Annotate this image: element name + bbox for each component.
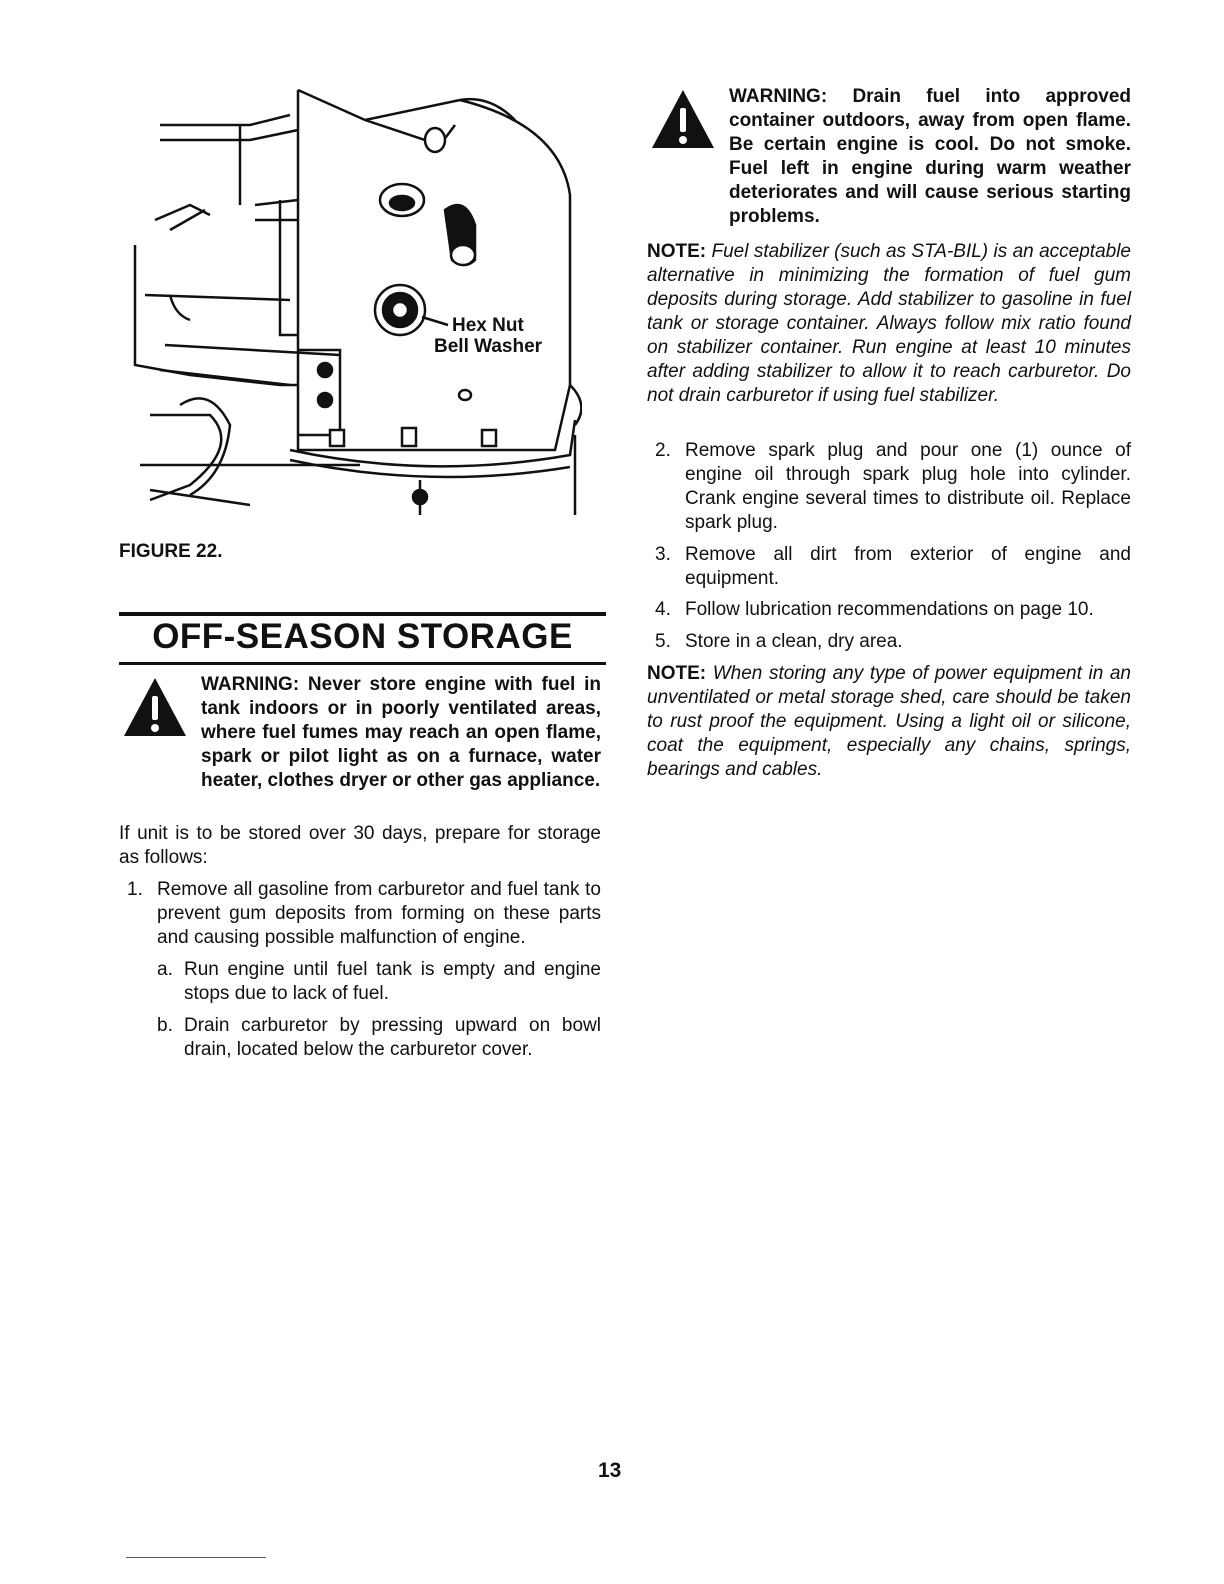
- section-title: OFF-SEASON STORAGE: [152, 617, 573, 656]
- warning-triangle-icon: [122, 676, 188, 738]
- note-fuel-stabilizer: [647, 240, 1131, 408]
- list-text: Remove all gasoline from carburetor and fuel tank to prevent gum deposits from forming on these parts and causing possible malfunction of engine.: [157, 879, 601, 948]
- list-number: a.: [157, 959, 173, 980]
- note-text: Fuel stabilizer (such as STA-BIL) is an acceptable alternative in minimizing the formation of fuel gum deposits during storage. Add stabilizer to gasoline in fuel tank or storage container. Always follow mix ratio found on stabilizer container. Run engine at least 10 minutes after adding stabilizer to allow it to reach carburetor. Do not drain carburetor if using fuel stabilizer.: [647, 241, 1131, 406]
- list-item-4: [655, 598, 1131, 622]
- left-warning-text: WARNING: Never store engine with fuel in tank indoors or in poorly ventilated areas, where fuel fumes may reach an open flame, spark or pilot light as on a furnace, water heater, clothes dryer or other gas appliance.: [201, 674, 601, 791]
- list-item-3: [655, 543, 1131, 591]
- warning-triangle-icon: [650, 88, 716, 150]
- list-number: 5.: [655, 631, 671, 652]
- section-rule-bottom: [119, 662, 606, 665]
- list-number: b.: [157, 1015, 173, 1036]
- list-text: Remove spark plug and pour one (1) ounce of engine oil through spark plug hole into cylinder. Crank engine several times to distribute oil. Replace spark plug.: [685, 440, 1131, 533]
- list-item-5: [655, 630, 1131, 654]
- list-text: Run engine until fuel tank is empty and engine stops due to lack of fuel.: [184, 959, 601, 1004]
- list-text: Remove all dirt from exterior of engine and equipment.: [685, 544, 1131, 589]
- storage-intro: If unit is to be stored over 30 days, prepare for storage as follows:: [119, 823, 601, 868]
- page-number: 13: [598, 1459, 622, 1482]
- list-number: 1.: [127, 879, 143, 900]
- list-item-1: [127, 878, 601, 950]
- list-item-1b: [157, 1014, 601, 1062]
- list-text: Store in a clean, dry area.: [685, 631, 903, 652]
- right-warning-text: WARNING: Drain fuel into approved container outdoors, away from open flame. Be certain engine is cool. Do not smoke. Fuel left in engine during warm weather deteriorates and will cause serious starting problems.: [729, 86, 1131, 227]
- bell-washer-label: Bell Washer: [434, 336, 543, 357]
- list-item-2: [655, 439, 1131, 535]
- list-number: 4.: [655, 599, 671, 620]
- bottom-rule: [126, 1557, 266, 1558]
- list-number: 2.: [655, 440, 671, 461]
- hex-nut-label: Hex Nut: [452, 315, 524, 336]
- figure-caption: FIGURE 22.: [119, 541, 223, 562]
- note-text: When storing any type of power equipment in an unventilated or metal storage shed, care should be taken to rust proof the equipment. Using a light oil or silicone, coat the equipment, especially any chains, springs, bearings and cables.: [647, 663, 1131, 780]
- list-item-1a: [157, 958, 601, 1006]
- engine-drawing: [130, 85, 582, 525]
- figure-22-illustration: [130, 85, 582, 525]
- list-text: Drain carburetor by pressing upward on bowl drain, located below the carburetor cover.: [184, 1015, 601, 1060]
- list-number: 3.: [655, 544, 671, 565]
- note-rust-proof: [647, 662, 1131, 782]
- note-label: NOTE:: [647, 663, 707, 684]
- note-label: NOTE:: [647, 241, 707, 262]
- list-text: Follow lubrication recommendations on page 10.: [685, 599, 1094, 620]
